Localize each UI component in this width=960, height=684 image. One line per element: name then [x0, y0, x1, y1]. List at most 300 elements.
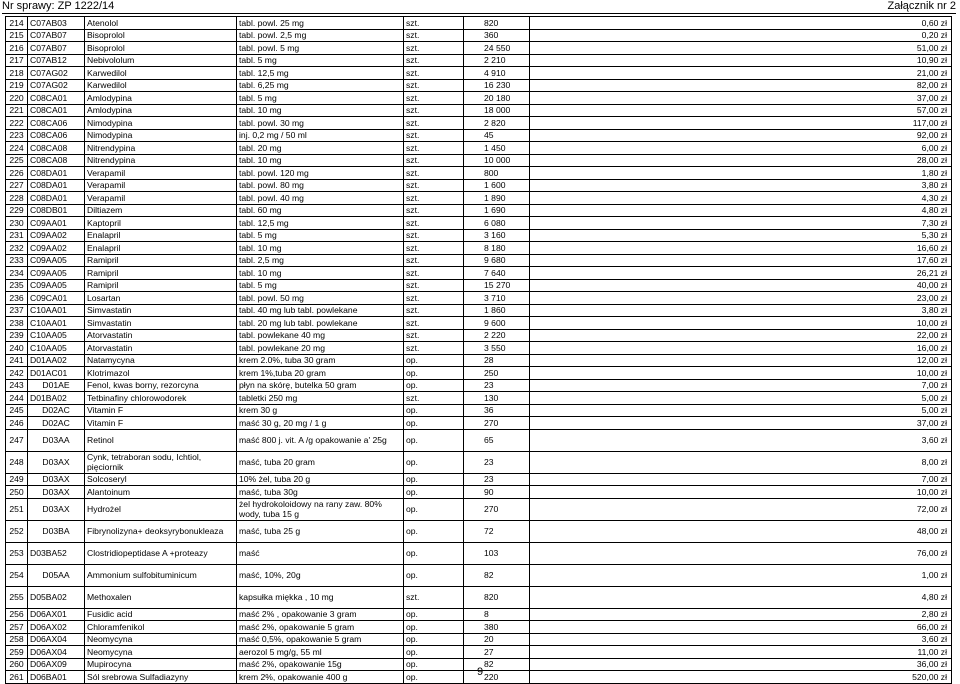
row-number: 256 — [6, 608, 28, 621]
atc-code: C08CA06 — [28, 117, 85, 130]
drug-form: maść, tuba 25 g — [237, 520, 404, 542]
unit: op. — [404, 473, 464, 486]
drug-name: Amlodypina — [85, 92, 237, 105]
unit: szt. — [404, 117, 464, 130]
drug-name: Ammonium sulfobituminicum — [85, 564, 237, 586]
price: 28,00 zł — [530, 154, 952, 167]
table-row — [6, 498, 952, 520]
row-number: 259 — [6, 646, 28, 659]
unit: szt. — [404, 29, 464, 42]
price: 57,00 zł — [530, 104, 952, 117]
drug-name: Bisoprolol — [85, 42, 237, 55]
table-row — [6, 417, 952, 430]
atc-code: C08CA08 — [28, 142, 85, 155]
atc-code: D02AC — [28, 417, 85, 430]
drug-name: Karwedilol — [85, 67, 237, 80]
atc-code: C10AA05 — [28, 329, 85, 342]
unit: op. — [404, 564, 464, 586]
price: 37,00 zł — [530, 417, 952, 430]
drug-name: Bisoprolol — [85, 29, 237, 42]
drug-form: inj. 0,2 mg / 50 ml — [237, 129, 404, 142]
price: 1,00 zł — [530, 564, 952, 586]
table-row — [6, 79, 952, 92]
drug-form: tabl. 12,5 mg — [237, 67, 404, 80]
row-number: 249 — [6, 473, 28, 486]
quantity: 27 — [464, 646, 530, 659]
price: 36,00 zł — [530, 658, 952, 671]
row-number: 240 — [6, 342, 28, 355]
price: 76,00 zł — [530, 542, 952, 564]
unit: szt. — [404, 229, 464, 242]
quantity: 1 600 — [464, 179, 530, 192]
table-row — [6, 586, 952, 608]
table-row — [6, 317, 952, 330]
quantity: 820 — [464, 17, 530, 30]
drug-name: Klotrimazol — [85, 367, 237, 380]
quantity: 23 — [464, 473, 530, 486]
quantity: 800 — [464, 167, 530, 180]
quantity: 82 — [464, 564, 530, 586]
unit: szt. — [404, 204, 464, 217]
drug-form: tabl. powl. 40 mg — [237, 192, 404, 205]
table-row — [6, 42, 952, 55]
drug-name: Enalapril — [85, 229, 237, 242]
atc-code: D06AX09 — [28, 658, 85, 671]
price: 5,30 zł — [530, 229, 952, 242]
price: 5,00 zł — [530, 404, 952, 417]
drug-form: tabl. 20 mg — [237, 142, 404, 155]
unit: op. — [404, 486, 464, 499]
drug-form: maść 2%, opakowanie 15g — [237, 658, 404, 671]
quantity: 6 080 — [464, 217, 530, 230]
price: 11,00 zł — [530, 646, 952, 659]
quantity: 20 — [464, 633, 530, 646]
drug-form: maść, tuba 30g — [237, 486, 404, 499]
quantity: 250 — [464, 367, 530, 380]
row-number: 238 — [6, 317, 28, 330]
atc-code: C08DA01 — [28, 179, 85, 192]
quantity: 4 910 — [464, 67, 530, 80]
table-row — [6, 342, 952, 355]
price: 21,00 zł — [530, 67, 952, 80]
drug-form: 10% żel, tuba 20 g — [237, 473, 404, 486]
unit: szt. — [404, 154, 464, 167]
row-number: 235 — [6, 279, 28, 292]
atc-code: C07AB07 — [28, 29, 85, 42]
atc-code: C10AA05 — [28, 342, 85, 355]
price: 8,00 zł — [530, 451, 952, 473]
drug-name: Methoxalen — [85, 586, 237, 608]
drug-form: kapsułka miękka , 10 mg — [237, 586, 404, 608]
drug-form: tabl. 2,5 mg — [237, 254, 404, 267]
drug-form: tabl. powl. 5 mg — [237, 42, 404, 55]
quantity: 3 550 — [464, 342, 530, 355]
quantity: 15 270 — [464, 279, 530, 292]
unit: op. — [404, 417, 464, 430]
row-number: 214 — [6, 17, 28, 30]
table-row — [6, 354, 952, 367]
unit: op. — [404, 354, 464, 367]
unit: szt. — [404, 129, 464, 142]
drug-name: Cynk, tetraboran sodu, Ichtiol, pięciornik — [85, 451, 237, 473]
table-row — [6, 542, 952, 564]
quantity: 23 — [464, 379, 530, 392]
drug-name: Verapamil — [85, 192, 237, 205]
atc-code: C09AA05 — [28, 279, 85, 292]
price: 3,80 zł — [530, 304, 952, 317]
row-number: 248 — [6, 451, 28, 473]
row-number: 222 — [6, 117, 28, 130]
price: 10,00 zł — [530, 317, 952, 330]
unit: op. — [404, 520, 464, 542]
quantity: 1 690 — [464, 204, 530, 217]
drug-form: krem 2%, opakowanie 400 g — [237, 671, 404, 684]
atc-code: D01BA02 — [28, 392, 85, 405]
quantity: 10 000 — [464, 154, 530, 167]
table-row — [6, 129, 952, 142]
drug-name: Ramipril — [85, 254, 237, 267]
unit: op. — [404, 646, 464, 659]
drug-form: tabl. 60 mg — [237, 204, 404, 217]
drug-form: tabl. 5 mg — [237, 92, 404, 105]
drug-name: Atorvastatin — [85, 329, 237, 342]
atc-code: D03AA — [28, 429, 85, 451]
row-number: 227 — [6, 179, 28, 192]
unit: szt. — [404, 17, 464, 30]
row-number: 260 — [6, 658, 28, 671]
drug-form: krem 2.0%, tuba 30 gram — [237, 354, 404, 367]
drug-form: tabl. 5 mg — [237, 279, 404, 292]
price: 0,60 zł — [530, 17, 952, 30]
table-row — [6, 92, 952, 105]
row-number: 233 — [6, 254, 28, 267]
quantity: 3 160 — [464, 229, 530, 242]
drug-form: tabl. powlekane 20 mg — [237, 342, 404, 355]
row-number: 237 — [6, 304, 28, 317]
table-row — [6, 279, 952, 292]
atc-code: D01AA02 — [28, 354, 85, 367]
table-row — [6, 520, 952, 542]
page-number: 9 — [476, 666, 484, 678]
drug-form: krem 1%,tuba 20 gram — [237, 367, 404, 380]
table-row — [6, 142, 952, 155]
drug-name: Chloramfenikol — [85, 621, 237, 634]
atc-code: C07AG02 — [28, 67, 85, 80]
quantity: 360 — [464, 29, 530, 42]
drug-name: Nitrendypina — [85, 154, 237, 167]
quantity: 16 230 — [464, 79, 530, 92]
drug-name: Retinol — [85, 429, 237, 451]
table-row — [6, 179, 952, 192]
unit: op. — [404, 404, 464, 417]
row-number: 220 — [6, 92, 28, 105]
drug-form: tabl. 40 mg lub tabl. powlekane — [237, 304, 404, 317]
price: 26,21 zł — [530, 267, 952, 280]
quantity: 820 — [464, 586, 530, 608]
quantity: 20 180 — [464, 92, 530, 105]
unit: op. — [404, 608, 464, 621]
table-row — [6, 254, 952, 267]
table-row — [6, 29, 952, 42]
table-row — [6, 379, 952, 392]
quantity: 220 — [464, 671, 530, 684]
row-number: 215 — [6, 29, 28, 42]
table-row — [6, 204, 952, 217]
table-row — [6, 229, 952, 242]
quantity: 1 890 — [464, 192, 530, 205]
drug-form: aerozol 5 mg/g, 55 ml — [237, 646, 404, 659]
drug-form: tabl. 20 mg lub tabl. powlekane — [237, 317, 404, 330]
drug-form: tabl. 12,5 mg — [237, 217, 404, 230]
table-row — [6, 451, 952, 473]
atc-code: D01AC01 — [28, 367, 85, 380]
header-rule — [2, 13, 956, 14]
drug-form: maść 800 j. vit. A /g opakowanie a' 25g — [237, 429, 404, 451]
unit: szt. — [404, 79, 464, 92]
table-row — [6, 429, 952, 451]
drug-form: tabl. powl. 50 mg — [237, 292, 404, 305]
quantity: 2 220 — [464, 329, 530, 342]
table-row — [6, 329, 952, 342]
drug-form: tabl. powl. 80 mg — [237, 179, 404, 192]
unit: szt. — [404, 304, 464, 317]
unit: szt. — [404, 242, 464, 255]
atc-code: D06BA01 — [28, 671, 85, 684]
drug-form: maść 0,5%, opakowanie 5 gram — [237, 633, 404, 646]
atc-code: D05AA — [28, 564, 85, 586]
quantity: 1 450 — [464, 142, 530, 155]
atc-code: C09AA02 — [28, 229, 85, 242]
price: 48,00 zł — [530, 520, 952, 542]
drug-form: krem 30 g — [237, 404, 404, 417]
price: 66,00 zł — [530, 621, 952, 634]
row-number: 228 — [6, 192, 28, 205]
row-number: 261 — [6, 671, 28, 684]
quantity: 9 680 — [464, 254, 530, 267]
drug-form: tabl. 10 mg — [237, 242, 404, 255]
unit: op. — [404, 671, 464, 684]
row-number: 242 — [6, 367, 28, 380]
atc-code: C08DA01 — [28, 192, 85, 205]
drug-form: tabl. 10 mg — [237, 154, 404, 167]
drug-name: Solcoseryl — [85, 473, 237, 486]
drug-name: Vitamin F — [85, 417, 237, 430]
case-number: Nr sprawy: ZP 1222/14 — [2, 0, 115, 12]
drug-form: tabl. 10 mg — [237, 104, 404, 117]
row-number: 224 — [6, 142, 28, 155]
drug-form: tabl. 10 mg — [237, 267, 404, 280]
row-number: 225 — [6, 154, 28, 167]
quantity: 8 — [464, 608, 530, 621]
quantity: 2 210 — [464, 54, 530, 67]
price: 3,60 zł — [530, 633, 952, 646]
row-number: 258 — [6, 633, 28, 646]
table-row — [6, 473, 952, 486]
unit: szt. — [404, 192, 464, 205]
quantity: 7 640 — [464, 267, 530, 280]
price: 10,00 zł — [530, 367, 952, 380]
row-number: 255 — [6, 586, 28, 608]
table-row — [6, 367, 952, 380]
drug-form: tabl. 6,25 mg — [237, 79, 404, 92]
price: 40,00 zł — [530, 279, 952, 292]
drug-name: Fusidic acid — [85, 608, 237, 621]
price: 3,60 zł — [530, 429, 952, 451]
unit: op. — [404, 658, 464, 671]
price: 17,60 zł — [530, 254, 952, 267]
quantity: 36 — [464, 404, 530, 417]
price: 51,00 zł — [530, 42, 952, 55]
price: 117,00 zł — [530, 117, 952, 130]
unit: szt. — [404, 392, 464, 405]
row-number: 230 — [6, 217, 28, 230]
atc-code: D06AX02 — [28, 621, 85, 634]
unit: szt. — [404, 179, 464, 192]
price: 37,00 zł — [530, 92, 952, 105]
atc-code: C08DB01 — [28, 204, 85, 217]
row-number: 245 — [6, 404, 28, 417]
atc-code: D05BA02 — [28, 586, 85, 608]
drug-name: Sól srebrowa Sulfadiazyny — [85, 671, 237, 684]
atc-code: C09AA01 — [28, 217, 85, 230]
drug-name: Fibrynolizyna+ deoksyrybonukleaza — [85, 520, 237, 542]
unit: szt. — [404, 317, 464, 330]
drug-name: Amlodypina — [85, 104, 237, 117]
unit: op. — [404, 498, 464, 520]
table-row — [6, 621, 952, 634]
row-number: 247 — [6, 429, 28, 451]
drug-name: Verapamil — [85, 179, 237, 192]
table-row — [6, 608, 952, 621]
row-number: 241 — [6, 354, 28, 367]
drug-form: płyn na skórę, butelka 50 gram — [237, 379, 404, 392]
row-number: 219 — [6, 79, 28, 92]
drug-name: Nimodypina — [85, 117, 237, 130]
price: 7,00 zł — [530, 379, 952, 392]
table-row — [6, 564, 952, 586]
atc-code: C09AA05 — [28, 267, 85, 280]
unit: szt. — [404, 92, 464, 105]
drug-name: Alantoinum — [85, 486, 237, 499]
unit: op. — [404, 451, 464, 473]
drug-name: Verapamil — [85, 167, 237, 180]
drug-name: Diltiazem — [85, 204, 237, 217]
unit: szt. — [404, 279, 464, 292]
atc-code: D03AX — [28, 498, 85, 520]
quantity: 82 — [464, 658, 530, 671]
row-number: 246 — [6, 417, 28, 430]
drug-name: Fenol, kwas borny, rezorcyna — [85, 379, 237, 392]
price: 4,30 zł — [530, 192, 952, 205]
quantity: 380 — [464, 621, 530, 634]
drug-form: maść 30 g, 20 mg / 1 g — [237, 417, 404, 430]
table-row — [6, 154, 952, 167]
quantity: 270 — [464, 498, 530, 520]
drug-name: Karwedilol — [85, 79, 237, 92]
drug-form: tabl. powl. 120 mg — [237, 167, 404, 180]
drug-name: Nebivololum — [85, 54, 237, 67]
drug-price-table — [5, 16, 952, 684]
row-number: 257 — [6, 621, 28, 634]
price: 12,00 zł — [530, 354, 952, 367]
table-row — [6, 267, 952, 280]
price: 6,00 zł — [530, 142, 952, 155]
drug-name: Neomycyna — [85, 646, 237, 659]
quantity: 103 — [464, 542, 530, 564]
price: 4,80 zł — [530, 204, 952, 217]
price: 3,80 zł — [530, 179, 952, 192]
table-row — [6, 217, 952, 230]
atc-code: C07AB07 — [28, 42, 85, 55]
atc-code: C08DA01 — [28, 167, 85, 180]
table-row — [6, 117, 952, 130]
atc-code: C08CA08 — [28, 154, 85, 167]
atc-code: C07AB03 — [28, 17, 85, 30]
table-row — [6, 404, 952, 417]
table-row — [6, 242, 952, 255]
drug-name: Enalapril — [85, 242, 237, 255]
quantity: 270 — [464, 417, 530, 430]
unit: szt. — [404, 586, 464, 608]
drug-form: tabl. powl. 2,5 mg — [237, 29, 404, 42]
atc-code: D06AX01 — [28, 608, 85, 621]
row-number: 244 — [6, 392, 28, 405]
unit: szt. — [404, 217, 464, 230]
unit: szt. — [404, 67, 464, 80]
row-number: 229 — [6, 204, 28, 217]
drug-name: Hydrożel — [85, 498, 237, 520]
table-row — [6, 392, 952, 405]
price: 5,00 zł — [530, 392, 952, 405]
quantity: 45 — [464, 129, 530, 142]
price: 92,00 zł — [530, 129, 952, 142]
drug-name: Clostridiopeptidase A +proteazy — [85, 542, 237, 564]
price: 23,00 zł — [530, 292, 952, 305]
price: 72,00 zł — [530, 498, 952, 520]
table-row — [6, 67, 952, 80]
price: 4,80 zł — [530, 586, 952, 608]
price: 22,00 zł — [530, 329, 952, 342]
price: 2,80 zł — [530, 608, 952, 621]
table-row — [6, 104, 952, 117]
price: 520,00 zł — [530, 671, 952, 684]
drug-form: tabl. 5 mg — [237, 54, 404, 67]
unit: szt. — [404, 167, 464, 180]
drug-name: Mupirocyna — [85, 658, 237, 671]
drug-name: Ramipril — [85, 279, 237, 292]
row-number: 218 — [6, 67, 28, 80]
row-number: 251 — [6, 498, 28, 520]
unit: op. — [404, 621, 464, 634]
drug-form: maść 2% , opakowanie 3 gram — [237, 608, 404, 621]
row-number: 252 — [6, 520, 28, 542]
row-number: 226 — [6, 167, 28, 180]
atc-code: C09AA05 — [28, 254, 85, 267]
row-number: 221 — [6, 104, 28, 117]
drug-name: Kaptopril — [85, 217, 237, 230]
drug-name: Atenolol — [85, 17, 237, 30]
attachment-label: Załącznik nr 2 — [887, 0, 956, 12]
drug-form: żel hydrokoloidowy na rany zaw. 80% wody, tuba 15 g — [237, 498, 404, 520]
quantity: 65 — [464, 429, 530, 451]
atc-code: D03BA52 — [28, 542, 85, 564]
quantity: 3 710 — [464, 292, 530, 305]
unit: op. — [404, 429, 464, 451]
row-number: 253 — [6, 542, 28, 564]
drug-form: maść, 10%, 20g — [237, 564, 404, 586]
unit: szt. — [404, 267, 464, 280]
price: 1,80 zł — [530, 167, 952, 180]
